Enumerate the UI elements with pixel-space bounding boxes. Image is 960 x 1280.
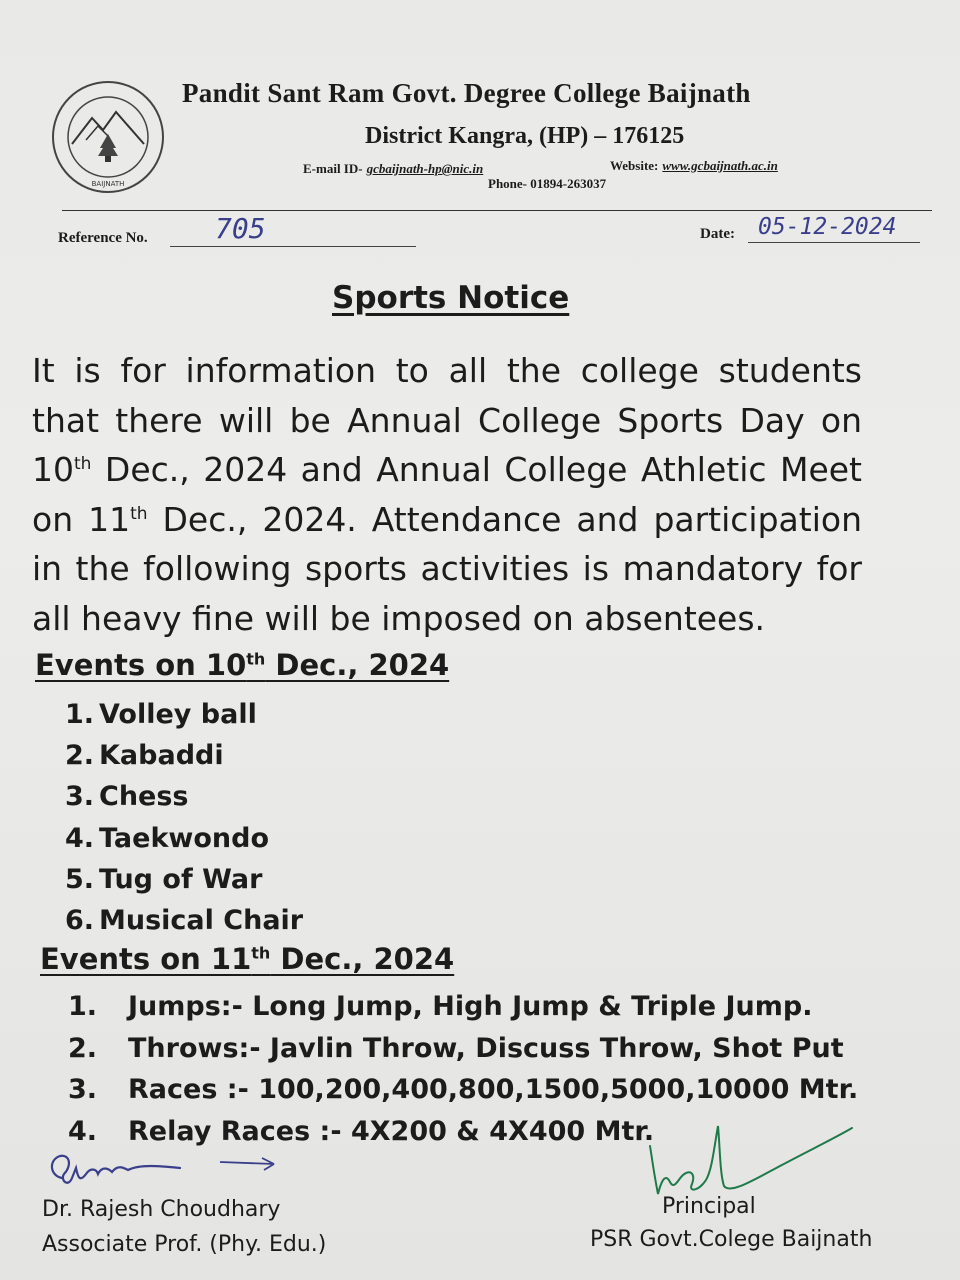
college-district: District Kangra, (HP) – 176125 [365, 123, 685, 149]
college-logo-seal [48, 78, 168, 196]
list-item: 2. Kabaddi [65, 740, 224, 772]
events-day1-list [65, 694, 303, 941]
list-item: 6. Musical Chair [65, 904, 304, 936]
principal-organization: PSR Govt.Colege Baijnath [590, 1227, 873, 1252]
email-link[interactable]: gcbaijnath-hp@nic.in [366, 161, 484, 176]
list-item: 1. Jumps:- Long Jump, High Jump & Triple Jump. [68, 991, 813, 1022]
header-divider [62, 210, 932, 211]
email-label: E-mail ID- [303, 161, 363, 176]
list-item: 1. Volley ball [65, 699, 257, 730]
email-line [303, 160, 483, 178]
left-signatory-name: Dr. Rajesh Choudhary [42, 1197, 281, 1222]
events-day2-heading: Events on 11th Dec., 2024 [40, 942, 455, 976]
svg-text:BAIJNATH: BAIJNATH [91, 180, 125, 188]
phone-line: Phone- 01894-263037 [488, 176, 607, 191]
list-item: 2. Throws:- Javlin Throw, Discuss Throw, Shot Put [68, 1032, 844, 1064]
left-signature-icon [40, 1148, 280, 1194]
left-signatory-designation: Associate Prof. (Phy. Edu.) [42, 1232, 327, 1257]
college-name: Pandit Sant Ram Govt. Degree College Baijnath [182, 78, 751, 108]
list-item: 3. Chess [65, 781, 189, 813]
date-underline [748, 242, 920, 243]
date-label: Date: [700, 226, 735, 242]
reference-label: Reference No. [58, 230, 148, 246]
list-item: 4. Taekwondo [65, 822, 270, 854]
date-value: 05-12-2024 [758, 214, 897, 240]
list-item: 4. Relay Races :- 4X200 & 4X400 Mtr. [68, 1115, 655, 1147]
principal-title: Principal [662, 1194, 756, 1219]
website-link[interactable]: www.gcbaijnath.ac.in [662, 158, 778, 173]
list-item: 5. Tug of War [65, 863, 263, 895]
list-item: 3. Races :- 100,200,400,800,1500,5000,10000 Mtr. [68, 1074, 859, 1105]
reference-underline [170, 246, 416, 247]
reference-number: 705 [215, 212, 266, 245]
website-line [610, 157, 778, 175]
events-day1-heading: Events on 10th Dec., 2024 [35, 648, 450, 682]
notice-title: Sports Notice [332, 280, 570, 316]
website-label: Website: [610, 158, 659, 173]
notice-paragraph: It is for information to all the college students that there will be Annual College Sports Day on 10th Dec., 2024 and Annual College Athletic Meet on 11th Dec., 2024. Attendance and participation in the following sports activities is mandatory for all heavy fine will be imposed on absentees. [32, 351, 862, 638]
